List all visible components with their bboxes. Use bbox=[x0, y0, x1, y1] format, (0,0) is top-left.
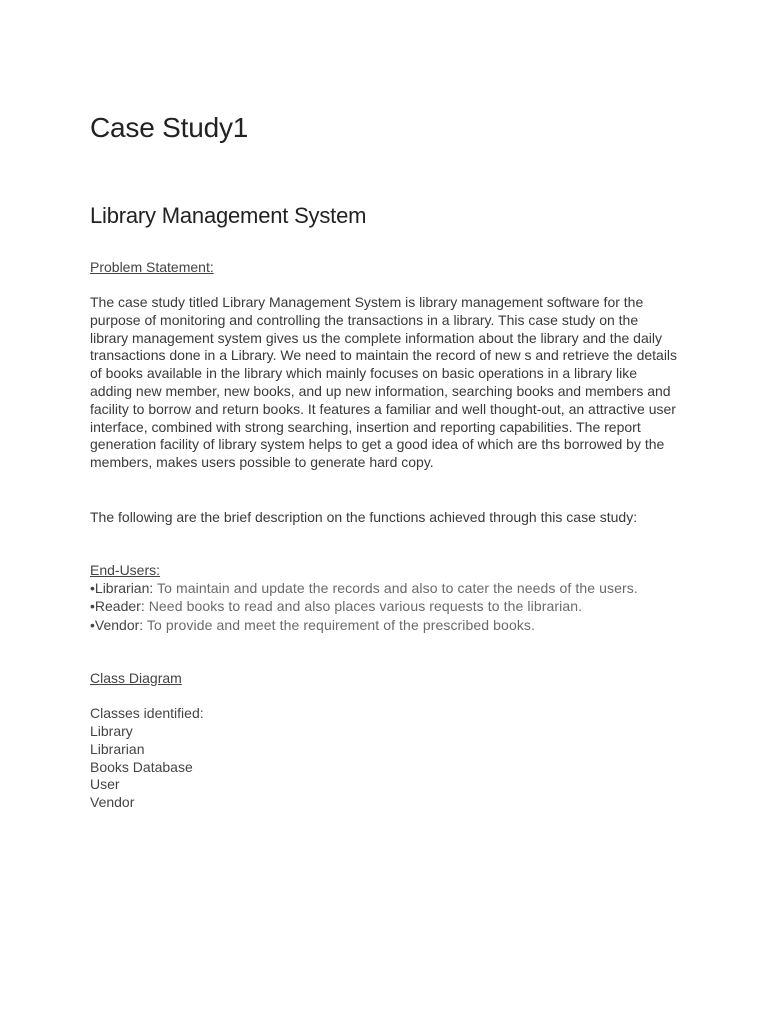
problem-statement-heading: Problem Statement: bbox=[90, 259, 214, 275]
class-item: User bbox=[90, 776, 120, 793]
end-users-heading: End-Users: bbox=[90, 562, 161, 578]
class-item: Vendor bbox=[90, 794, 135, 811]
classes-list bbox=[90, 723, 193, 812]
end-user-term: •Librarian: bbox=[90, 580, 154, 596]
document-subtitle: Library Management System bbox=[90, 203, 367, 228]
functions-intro-paragraph: The following are the brief description on the functions achieved through this case study: bbox=[90, 509, 638, 525]
end-user-item-vendor bbox=[90, 616, 690, 634]
class-item: Books Database bbox=[90, 758, 193, 775]
classes-identified-label: Classes identified: bbox=[90, 705, 204, 721]
class-diagram-heading: Class Diagram bbox=[90, 670, 182, 686]
class-item: Librarian bbox=[90, 740, 145, 757]
end-users-list bbox=[90, 579, 690, 634]
end-user-item-reader bbox=[90, 597, 690, 615]
end-user-item-librarian bbox=[90, 579, 690, 597]
problem-statement-paragraph: The case study titled Library Management System is library management software for the purpose of monitoring and controlling the transactions in a library. This case study on the library management system gives us the complete information about the library and the daily transactions done in a Library. We need to maintain the record of new s and retrieve the details of books available in the library which mainly focuses on basic operations in a library like adding new member, new books, and up new information, searching books and members and facility to borrow and return books. It features a familiar and well thought-out, an attractive user interface, combined with strong searching, insertion and reporting capabilities. The report generation facility of library system helps to get a good idea of which are ths borrowed by the members, makes users possible to generate hard copy. bbox=[90, 294, 678, 471]
end-user-term: •Vendor: bbox=[90, 616, 144, 633]
end-user-description: To provide and meet the requirement of the prescribed books. bbox=[143, 616, 536, 633]
end-user-description: To maintain and update the records and also to cater the needs of the users. bbox=[153, 580, 638, 596]
end-user-term: •Reader: bbox=[90, 598, 145, 615]
class-item: Library bbox=[90, 723, 133, 739]
document-title: Case Study1 bbox=[90, 112, 249, 143]
end-user-description: Need books to read and also places various requests to the librarian. bbox=[144, 598, 583, 615]
